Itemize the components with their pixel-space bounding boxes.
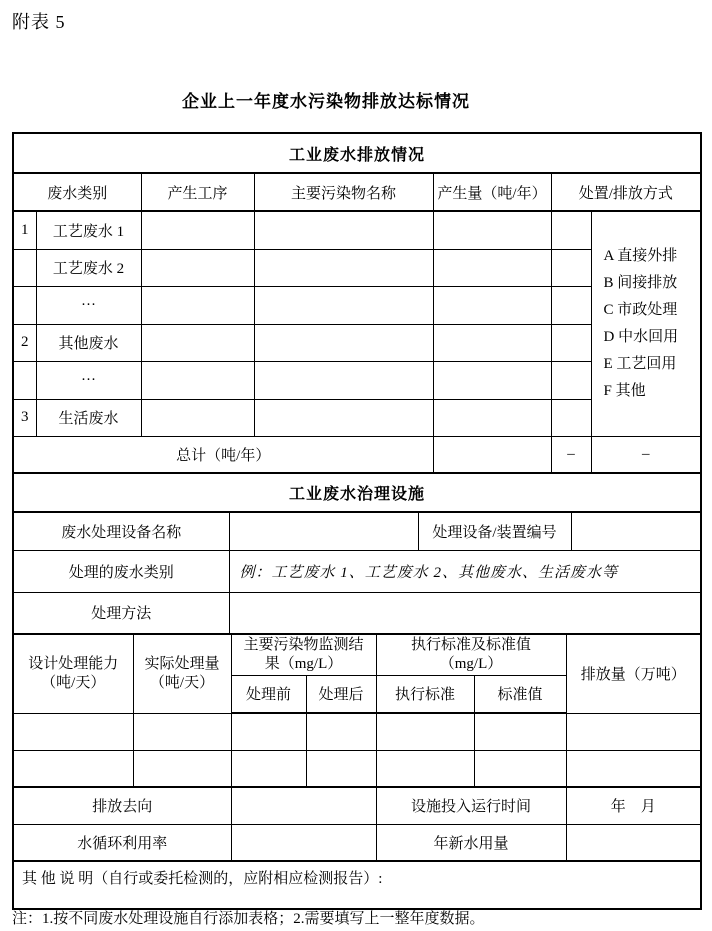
device-code-label: 处理设备/装置编号 — [418, 512, 571, 550]
after-treatment-header: 处理后 — [306, 675, 376, 713]
row-category: 工艺废水 1 — [36, 211, 141, 249]
row-number: 1 — [13, 211, 36, 249]
empty-cell — [433, 249, 551, 286]
empty-cell — [551, 286, 591, 324]
disposal-options-cell — [591, 211, 701, 436]
row-number — [13, 249, 36, 286]
operation-time-label: 设施投入运行时间 — [376, 787, 566, 824]
design-capacity-line1: 设计处理能力 — [28, 655, 119, 672]
empty-cell — [551, 249, 591, 286]
monitoring-table — [12, 635, 702, 910]
row-category: 工艺废水 2 — [36, 249, 141, 286]
empty-cell — [13, 713, 133, 750]
disposal-option: F 其他 — [603, 382, 646, 399]
page-title: 企业上一年度水污染物排放达标情况 — [182, 92, 470, 111]
monitor-result-line1: 主要污染物监测结 — [243, 636, 364, 653]
form-tables — [12, 132, 700, 910]
empty-cell — [551, 361, 591, 399]
empty-cell — [13, 750, 133, 787]
empty-cell — [141, 249, 254, 286]
row-number: 2 — [13, 324, 36, 361]
row-category: ··· — [36, 286, 141, 324]
design-capacity-line2: （吨/天） — [41, 674, 106, 691]
disposal-option: A 直接外排 — [603, 247, 678, 264]
row-category: 其他废水 — [36, 324, 141, 361]
empty-cell — [254, 249, 433, 286]
recycle-rate-row — [13, 824, 701, 861]
monitoring-header-row — [13, 635, 701, 675]
other-notes-row — [13, 861, 701, 909]
new-water-label: 年新水用量 — [376, 824, 566, 861]
empty-cell — [254, 324, 433, 361]
row-number — [13, 286, 36, 324]
row-category: 生活废水 — [36, 399, 141, 436]
col-header-process: 产生工序 — [141, 173, 254, 211]
col-header-pollutants: 主要污染物名称 — [254, 173, 433, 211]
footnote: 注：1.按不同废水处理设施自行添加表格；2.需要填写上一整年度数据。 — [12, 911, 485, 927]
empty-cell — [229, 592, 701, 634]
design-capacity-header — [13, 635, 133, 713]
discharge-table — [12, 132, 702, 474]
empty-cell — [551, 211, 591, 249]
empty-cell — [231, 824, 376, 861]
empty-cell — [566, 824, 701, 861]
standard-line1: 执行标准及标准值 — [411, 636, 532, 653]
empty-cell — [306, 750, 376, 787]
empty-cell — [141, 324, 254, 361]
row-category: ··· — [36, 361, 141, 399]
table-row — [13, 750, 701, 787]
empty-cell — [571, 512, 701, 550]
empty-cell — [474, 750, 566, 787]
device-row — [13, 512, 701, 550]
section2-title: 工业废水治理设施 — [13, 474, 701, 512]
monitor-result-line2: 果（mg/L） — [264, 655, 343, 672]
actual-amount-header — [133, 635, 231, 713]
table-row — [13, 211, 701, 249]
recycle-rate-label: 水循环利用率 — [13, 824, 231, 861]
standard-line2: （mg/L） — [439, 655, 503, 672]
disposal-option: D 中水回用 — [603, 328, 679, 345]
row-number: 3 — [13, 399, 36, 436]
empty-cell — [551, 324, 591, 361]
other-notes-label: 其 他 说 明（自行或委托检测的，应附相应检测报告）: — [13, 861, 701, 909]
annex-label: 附表 5 — [12, 12, 66, 32]
disposal-option: B 间接排放 — [603, 274, 678, 291]
empty-cell — [306, 713, 376, 750]
empty-cell — [433, 324, 551, 361]
treated-category-row — [13, 550, 701, 592]
device-name-label: 废水处理设备名称 — [13, 512, 229, 550]
discharge-direction-label: 排放去向 — [13, 787, 231, 824]
empty-cell — [433, 436, 551, 473]
standard-header — [376, 635, 566, 675]
row-number — [13, 361, 36, 399]
empty-cell — [133, 750, 231, 787]
empty-cell — [141, 399, 254, 436]
empty-cell — [433, 361, 551, 399]
treated-category-label: 处理的废水类别 — [13, 550, 229, 592]
empty-cell — [229, 512, 418, 550]
standard-name-header: 执行标准 — [376, 675, 474, 713]
section1-title-row — [13, 133, 701, 173]
empty-cell — [133, 713, 231, 750]
discharge-amount-header: 排放量（万吨） — [566, 635, 701, 713]
disposal-option: E 工艺回用 — [603, 355, 677, 372]
treatment-method-label: 处理方法 — [13, 592, 229, 634]
actual-amount-line2: （吨/天） — [149, 674, 215, 691]
empty-cell — [551, 399, 591, 436]
col-header-output: 产生量（吨/年） — [433, 173, 551, 211]
table-row — [13, 713, 701, 750]
total-row — [13, 436, 701, 473]
empty-cell — [141, 211, 254, 249]
empty-cell — [254, 361, 433, 399]
section1-title: 工业废水排放情况 — [13, 133, 701, 173]
total-dash: – — [551, 436, 591, 473]
total-dash: – — [591, 436, 701, 473]
discharge-direction-row — [13, 787, 701, 824]
empty-cell — [141, 286, 254, 324]
col-header-category: 废水类别 — [13, 173, 141, 211]
monitor-result-header — [231, 635, 376, 675]
facility-table — [12, 474, 702, 635]
section2-title-row — [13, 474, 701, 512]
year-month-cell: 年 月 — [566, 787, 701, 824]
empty-cell — [141, 361, 254, 399]
empty-cell — [376, 750, 474, 787]
empty-cell — [254, 286, 433, 324]
empty-cell — [254, 211, 433, 249]
before-treatment-header: 处理前 — [231, 675, 306, 713]
empty-cell — [376, 713, 474, 750]
empty-cell — [566, 750, 701, 787]
standard-value-header: 标准值 — [474, 675, 566, 713]
empty-cell — [566, 713, 701, 750]
col-header-disposal: 处置/排放方式 — [551, 173, 701, 211]
empty-cell — [433, 286, 551, 324]
treatment-method-row — [13, 592, 701, 634]
actual-amount-line1: 实际处理量 — [144, 655, 220, 672]
empty-cell — [231, 787, 376, 824]
empty-cell — [433, 399, 551, 436]
empty-cell — [433, 211, 551, 249]
empty-cell — [231, 750, 306, 787]
disposal-option: C 市政处理 — [603, 301, 678, 318]
total-label: 总计（吨/年） — [13, 436, 433, 473]
section1-header-row — [13, 173, 701, 211]
empty-cell — [254, 399, 433, 436]
empty-cell — [231, 713, 306, 750]
empty-cell — [474, 713, 566, 750]
treated-category-example: 例：工艺废水 1、工艺废水 2、其他废水、生活废水等 — [229, 550, 701, 592]
